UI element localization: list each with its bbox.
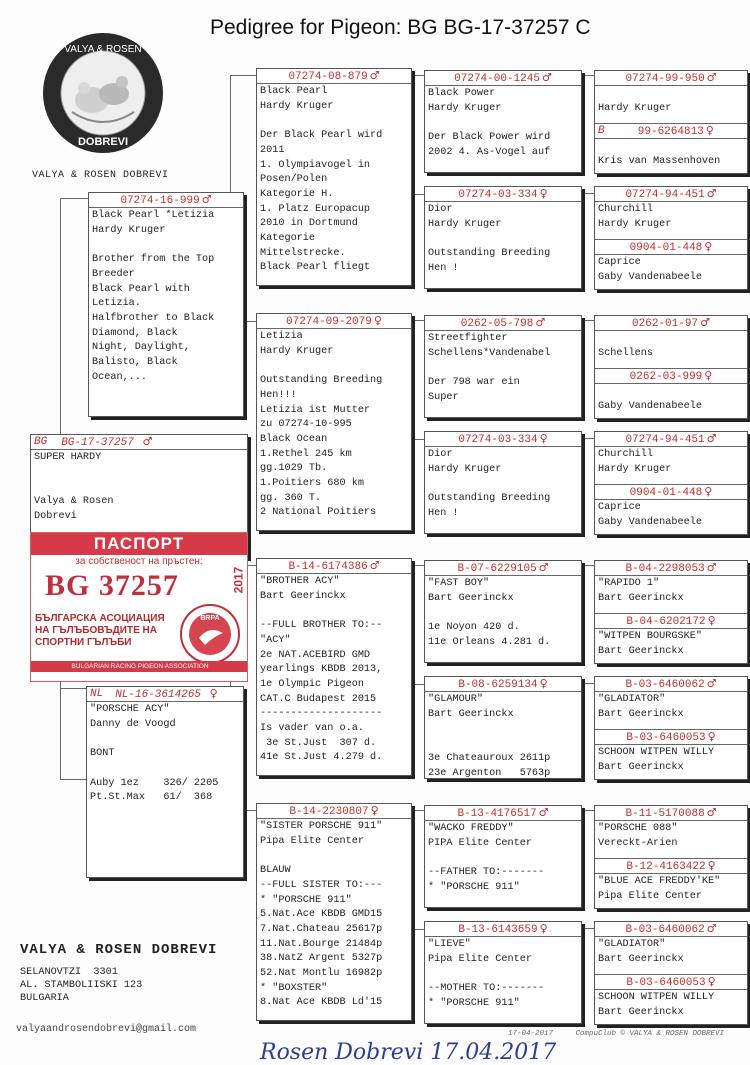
great-grandparent-card <box>424 805 582 908</box>
pigeon-details: Black Pearl Hardy Kruger Der Black Pearl wird 2011 1. Olympiavogel in Posen/Polen Kategorie H. 1. Platz Europacup 2010 in Dortmund Kategorie Mittelstrecke. Black Pearl fliegt <box>260 86 383 274</box>
pigeon-details: "FAST BOY" Bart Geerinckx 1e Noyon 420 d. 11e Orleans 4.281 d. <box>428 578 551 648</box>
association-line: СПОРТНИ ГЪЛЪБИ <box>35 637 132 648</box>
ring-number: 0262-03-999 <box>629 371 703 383</box>
male-sex-icon: ♂ <box>706 187 717 200</box>
grandparent-card <box>256 313 412 531</box>
svg-text:BRPA: BRPA <box>200 615 220 622</box>
great-grandparent-card <box>424 70 582 173</box>
male-sex-icon: ♂ <box>706 806 717 819</box>
ring-number: 99-6264813 <box>637 126 704 138</box>
ring-number: B-08-6259134 <box>458 679 538 691</box>
ring-number: B-13-6143659 <box>458 924 538 936</box>
ring-number: B-12-4163422 <box>626 861 706 873</box>
female-sex-icon: ♀ <box>707 614 716 627</box>
connector-line <box>582 438 594 440</box>
ring-number: 07274-03-334 <box>458 189 538 201</box>
svg-text:DOBREVI: DOBREVI <box>77 136 129 148</box>
handwritten-signature: Rosen Dobrevi 17.04.2017 <box>260 1040 557 1065</box>
dam-card <box>86 686 244 878</box>
ring-number: NL-16-3614265 <box>115 689 202 701</box>
ring-number: B-03-6460062 <box>625 679 705 691</box>
pigeon-details: "SISTER PORSCHE 911" Pipa Elite Center BLAUW --FULL SISTER TO:--- * "PORSCHE 911" 5.Nat.Ace KBDB GMD15 7.Nat.Chateau 25617p 11.Nat.Bourge 21484p 38.NatZ Argent 5327p 52.Nat Montlu 16982p * "BOXSTER" 8.Nat Ace KBDB Ld'15 <box>260 821 383 1009</box>
pigeon-details: Gaby Vandenabeele <box>598 400 702 412</box>
great-grandparent-card <box>424 186 582 289</box>
ring-number: 0904-01-448 <box>629 242 703 254</box>
pigeon-details: Streetfighter Schellens*Vandenabel Der 798 war ein Super <box>428 333 551 403</box>
ancestor-pair-card <box>594 186 748 290</box>
male-sex-icon: ♂ <box>201 193 212 206</box>
pigeon-details: "BROTHER ACY" Bart Geerinckx --FULL BROTHER TO:-- "ACY" 2e NAT.ACEBIRD GMD yearlings KBDB 2013, 1e Olympic Pigeon CAT.C Budapest 2015 -------------------- Is vader van o.a. 3e St.Just 307 d. 41e St.Just 4.279 d. <box>260 576 383 764</box>
pigeon-details: "BLUE ACE FREDDY'KE" Pipa Elite Center <box>598 876 721 902</box>
ring-number: B-13-4176517 <box>457 808 537 820</box>
ring-number: B-04-6202172 <box>626 616 706 628</box>
female-sex-icon: ♀ <box>705 124 714 137</box>
connector-line <box>410 565 425 685</box>
pigeon-details: SCHOON WITPEN WILLY Bart Geerinckx <box>598 992 715 1018</box>
pigeon-details: "GLAMOUR" Bart Geerinckx 3e Chateauroux 2611p 23e Argenton 5763p <box>428 694 551 779</box>
female-sex-icon: ♀ <box>704 240 713 253</box>
pigeon-details: "LIEVE" Pipa Elite Center --MOTHER TO:------- * "PORSCHE 911" <box>428 939 545 1009</box>
great-grandparent-card <box>424 676 582 779</box>
female-sex-icon: ♀ <box>539 187 548 200</box>
passport-subtitle: за собственост на пръстен: <box>75 556 203 567</box>
male-sex-icon: ♂ <box>142 435 153 448</box>
pigeon-details: "WACKO FREDDY" PIPA Elite Center --FATHER TO:------- * "PORSCHE 911" <box>428 823 545 893</box>
male-sex-icon: ♂ <box>706 432 717 445</box>
ancestor-pair-card <box>594 805 748 909</box>
svg-text:VALYA & ROSEN: VALYA & ROSEN <box>64 44 142 55</box>
pigeon-details: SUPER HARDY Valya & Rosen Dobrevi <box>34 452 114 522</box>
club-logo <box>42 32 164 154</box>
print-stamp <box>508 1030 724 1038</box>
female-sex-icon: ♀ <box>704 485 713 498</box>
female-sex-icon: ♀ <box>370 804 379 817</box>
grandparent-card <box>256 68 412 286</box>
male-sex-icon: ♂ <box>369 559 380 572</box>
sire-card <box>88 192 244 417</box>
ring-number: B-03-6460062 <box>625 924 705 936</box>
great-grandparent-card <box>424 921 582 1024</box>
female-sex-icon: ♀ <box>209 687 218 700</box>
male-sex-icon: ♂ <box>700 316 710 329</box>
association-line: НА ГЪЛЪБОВЪДИТЕ НА <box>35 625 157 636</box>
connector-line <box>582 75 594 77</box>
male-sex-icon: ♂ <box>538 561 549 574</box>
female-sex-icon: ♀ <box>704 369 713 382</box>
ring-number: 07274-16-999 <box>120 195 200 207</box>
connector-line <box>60 198 89 437</box>
passport-year: 2017 <box>231 566 246 594</box>
male-sex-icon: ♂ <box>541 71 552 84</box>
pigeon-details: Caprice Gaby Vandenabeele <box>598 502 702 528</box>
footer-address: SELANOVTZI 3301 AL. STAMBOLIISKI 123 BULGARIA <box>20 967 143 1004</box>
connector-line <box>410 320 425 440</box>
connector-line <box>582 565 594 567</box>
pigeon-details: Black Pearl *Letizia Hardy Kruger Brother from the Top Breeder Black Pearl with Letizia. Halfbrother to Black Diamond, Black Night, Daylight, Balisto, Black Ocean,... <box>92 210 215 383</box>
passport-title: ПАСПОРТ <box>31 533 247 555</box>
female-sex-icon: ♀ <box>539 922 548 935</box>
great-grandparent-card <box>424 560 582 663</box>
male-sex-icon: ♂ <box>706 677 717 690</box>
pigeon-details: "PORSCHE ACY" Danny de Voogd BONT Auby 1ez 326/ 2205 Pt.St.Max 61/ 368 <box>90 704 219 804</box>
male-sex-icon: ♂ <box>706 922 717 935</box>
pigeon-details: Dior Hardy Kruger Outstanding Breeding Hen ! <box>428 449 551 519</box>
footer-email[interactable]: valyaandrosendobrevi@gmail.com <box>16 1024 197 1035</box>
pigeon-details: "WITPEN BOURGSKE" Bart Geerinckx <box>598 631 702 657</box>
grandparent-card <box>256 803 412 1021</box>
ancestor-pair-card <box>594 431 748 535</box>
country-code: BG <box>34 436 48 448</box>
ring-number: 0262-01-97 <box>632 318 699 330</box>
grandparent-card <box>256 558 412 776</box>
pigeon-details: Kris van Massenhoven <box>598 155 721 167</box>
breeder-name: VALYA & ROSEN DOBREVI <box>32 170 169 181</box>
great-grandparent-card <box>424 315 582 418</box>
connector-line <box>410 810 425 930</box>
female-sex-icon: ♀ <box>707 859 716 872</box>
ring-number: 07274-00-1245 <box>454 73 540 85</box>
ring-number: B-11-5170088 <box>625 808 705 820</box>
ring-number: 07274-09-2079 <box>286 316 372 328</box>
ring-number: 0904-01-448 <box>629 487 703 499</box>
male-sex-icon: ♂ <box>369 69 380 82</box>
print-date: 17-04-2017 <box>508 1030 554 1038</box>
ring-number: 07274-03-334 <box>458 434 538 446</box>
passport-sticker <box>30 532 248 682</box>
pigeon-details: "GLADIATOR" Bart Geerinckx <box>598 694 684 720</box>
great-grandparent-card <box>424 431 582 534</box>
ancestor-pair-card <box>594 560 748 664</box>
association-english: BULGARIAN RACING PIGEON ASSOCIATION <box>31 661 248 672</box>
connector-line <box>582 683 594 685</box>
ring-number: B-07-6229105 <box>457 563 537 575</box>
ancestor-pair-card <box>594 921 748 1025</box>
page-title: Pedigree for Pigeon: BG BG-17-37257 C <box>210 16 591 39</box>
ring-number: B-03-6460053 <box>626 977 706 989</box>
pigeon-details: Hardy Kruger <box>598 102 672 114</box>
female-sex-icon: ♀ <box>539 432 548 445</box>
connector-line <box>582 928 594 930</box>
ring-number: B-03-6460053 <box>626 732 706 744</box>
ring-number: B-14-2230807 <box>289 806 369 818</box>
footer-breeder-name: VALYA & ROSEN DOBREVI <box>20 942 218 958</box>
connector-line <box>60 688 89 780</box>
ring-number: B-14-6174386 <box>288 561 368 573</box>
ring-number: 07274-99-950 <box>625 73 705 85</box>
pigeon-details: Churchill Hardy Kruger <box>598 449 672 475</box>
ring-number: 0262-05-798 <box>460 318 534 330</box>
male-sex-icon: ♂ <box>706 71 717 84</box>
pigeon-details: Caprice Gaby Vandenabeele <box>598 257 702 283</box>
male-sex-icon: ♂ <box>538 806 549 819</box>
connector-line <box>582 320 594 322</box>
female-sex-icon: ♀ <box>707 730 716 743</box>
ring-number: 07274-94-451 <box>625 434 705 446</box>
pigeon-details: Letizia Hardy Kruger Outstanding Breeding Hen!!! Letizia ist Mutter zu 07274-10-995 Black Ocean 1.Rethel 245 km gg.1029 Tb. 1.Poitiers 680 km gg. 360 T. 2 National Poitiers <box>260 331 383 519</box>
pigeon-details: Churchill Hardy Kruger <box>598 204 672 230</box>
brpa-seal-icon <box>179 603 241 665</box>
pigeon-details: Schellens <box>598 347 654 359</box>
pigeon-details: Black Power Hardy Kruger Der Black Power wird 2002 4. As-Vogel auf <box>428 88 551 158</box>
connector-line <box>582 810 594 812</box>
association-line: БЪЛГАРСКА АСОЦИАЦИЯ <box>35 613 165 624</box>
pigeon-details: "PORSCHE 088" Vereckt-Arien <box>598 823 678 849</box>
pigeon-details: "GLADIATOR" Bart Geerinckx <box>598 939 684 965</box>
print-credit: CompuClub © VALYA & ROSEN DOBREVI <box>575 1030 725 1038</box>
ancestor-pair-card <box>594 70 748 174</box>
pigeon-details: SCHOON WITPEN WILLY Bart Geerinckx <box>598 747 715 773</box>
ancestor-pair-card <box>594 676 748 780</box>
passport-number: BG 37257 <box>45 569 179 602</box>
connector-line <box>582 193 594 195</box>
ancestor-pair-card <box>594 315 748 419</box>
pigeon-details: "RAPIDO 1" Bart Geerinckx <box>598 578 684 604</box>
ring-number: 07274-94-451 <box>625 189 705 201</box>
pigeon-details: Dior Hardy Kruger Outstanding Breeding Hen ! <box>428 204 551 274</box>
female-sex-icon: ♀ <box>373 314 382 327</box>
country-code: NL <box>90 688 104 700</box>
female-sex-icon: ♀ <box>539 677 548 690</box>
ring-number: BG-17-37257 <box>61 437 134 449</box>
country-code: B <box>598 125 605 137</box>
male-sex-icon: ♂ <box>706 561 717 574</box>
ring-number: 07274-08-879 <box>288 71 368 83</box>
male-sex-icon: ♂ <box>535 316 546 329</box>
female-sex-icon: ♀ <box>707 975 716 988</box>
connector-line <box>410 75 425 195</box>
ring-number: B-04-2298053 <box>625 563 705 575</box>
